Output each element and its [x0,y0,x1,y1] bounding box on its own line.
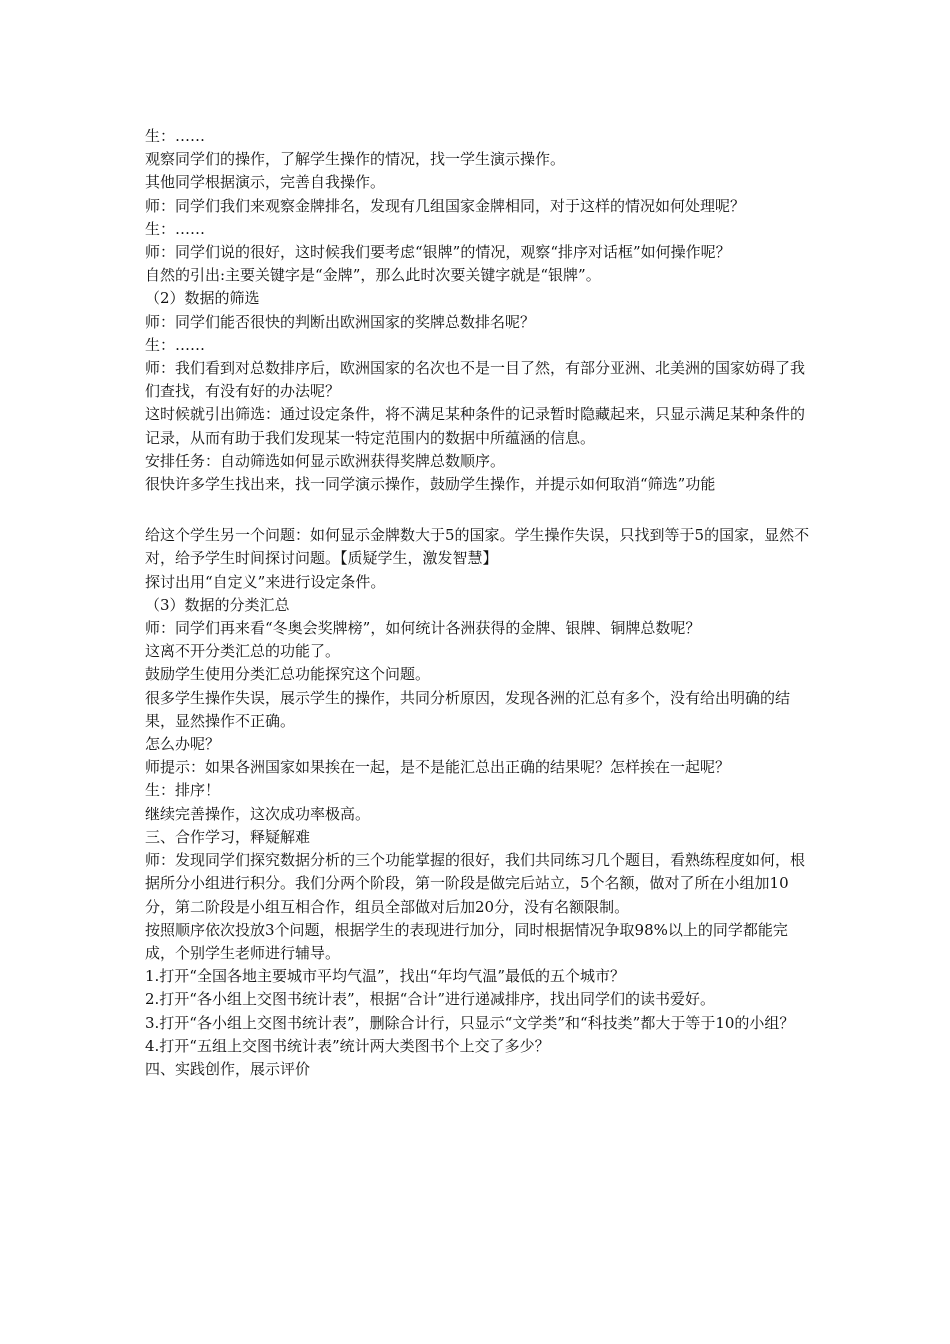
paragraph: 其他同学根据演示，完善自我操作。 [145,173,386,192]
paragraph: 继续完善操作，这次成功率极高。 [145,804,371,823]
paragraph: 生：排序！ [145,781,221,800]
paragraph: 鼓励学生使用分类汇总功能探究这个问题。 [145,665,431,684]
paragraph: 生：…… [145,335,206,354]
list-item: 2.打开“各小组上交图书统计表”，根据“合计”进行递减排序，找出同学们的读书爱好。 [145,990,715,1009]
paragraph: 给这个学生另一个问题：如何显示金牌数大于5的国家。学生操作失误，只找到等于5的国家，显然不对，给予学生时间探讨问题。【质疑学生，激发智慧】 [145,526,810,568]
list-item: 3.打开“各小组上交图书统计表”，删除合计行，只显示“文学类”和“科技类”都大于等于10的小组？ [145,1013,795,1032]
section-heading: 三、合作学习，释疑解难 [145,827,311,846]
paragraph: 生：…… [145,127,206,145]
paragraph: 师：同学们再来看“冬奥会奖牌榜”，如何统计各洲获得的金牌、银牌、铜牌总数呢？ [145,619,701,638]
section-heading: （2）数据的筛选 [145,289,260,308]
blank-line [145,496,810,524]
section-heading: 四、实践创作，展示评价 [145,1059,311,1078]
paragraph: 这时候就引出筛选：通过设定条件，将不满足某种条件的记录暂时隐藏起来，只显示满足某种条件的记录，从而有助于我们发现某一特定范围内的数据中所蕴涵的信息。 [145,405,806,447]
paragraph: 探讨出用“自定义”来进行设定条件。 [145,572,386,591]
paragraph: 安排任务：自动筛选如何显示欧洲获得奖牌总数顺序。 [145,451,506,470]
paragraph: 师：同学们我们来观察金牌排名，发现有几组国家金牌相同，对于这样的情况如何处理呢？ [145,196,746,215]
paragraph: 观察同学们的操作，了解学生操作的情况，找一学生演示操作。 [145,150,566,169]
list-item: 1.打开“全国各地主要城市平均气温”，找出“年均气温”最低的五个城市？ [145,967,625,986]
paragraph: 师提示：如果各洲国家如果挨在一起，是不是能汇总出正确的结果呢？怎样挨在一起呢？ [145,758,731,777]
paragraph: 生：…… [145,219,206,238]
paragraph: 这离不开分类汇总的功能了。 [145,642,341,661]
paragraph: 按照顺序依次投放3个问题，根据学生的表现进行加分，同时根据情况争取98%以上的同学都能完成，个别学生老师进行辅导。 [145,920,788,962]
paragraph: 师：同学们说的很好，这时候我们要考虑“银牌”的情况，观察“排序对话框”如何操作呢？ [145,243,731,262]
list-item: 4.打开“五组上交图书统计表”统计两大类图书个上交了多少？ [145,1036,550,1055]
paragraph: 很快许多学生找出来，找一同学演示操作，鼓励学生操作，并提示如何取消“筛选”功能 [145,475,716,494]
paragraph: 怎么办呢？ [145,735,221,754]
document-body [145,125,810,1081]
paragraph: 自然的引出:主要关键字是“金牌”，那么此时次要关键字就是“银牌”。 [145,266,601,285]
paragraph: 很多学生操作失误，展示学生的操作，共同分析原因，发现各洲的汇总有多个，没有给出明确的结果，显然操作不正确。 [145,688,791,730]
paragraph: 师：我们看到对总数排序后，欧洲国家的名次也不是一目了然，有部分亚洲、北美洲的国家妨碍了我们查找，有没有好的办法呢？ [145,359,806,401]
paragraph: 师：发现同学们探究数据分析的三个功能掌握的很好，我们共同练习几个题目，看熟练程度如何，根据所分小组进行积分。我们分两个阶段，第一阶段是做完后站立，5个名额，做对了所在小组加10分，第二阶段是小组互相合作，组员全部做对后加20分，没有名额限制。 [145,851,806,916]
paragraph: 师：同学们能否很快的判断出欧洲国家的奖牌总数排名呢？ [145,312,536,331]
section-heading: （3）数据的分类汇总 [145,595,290,614]
